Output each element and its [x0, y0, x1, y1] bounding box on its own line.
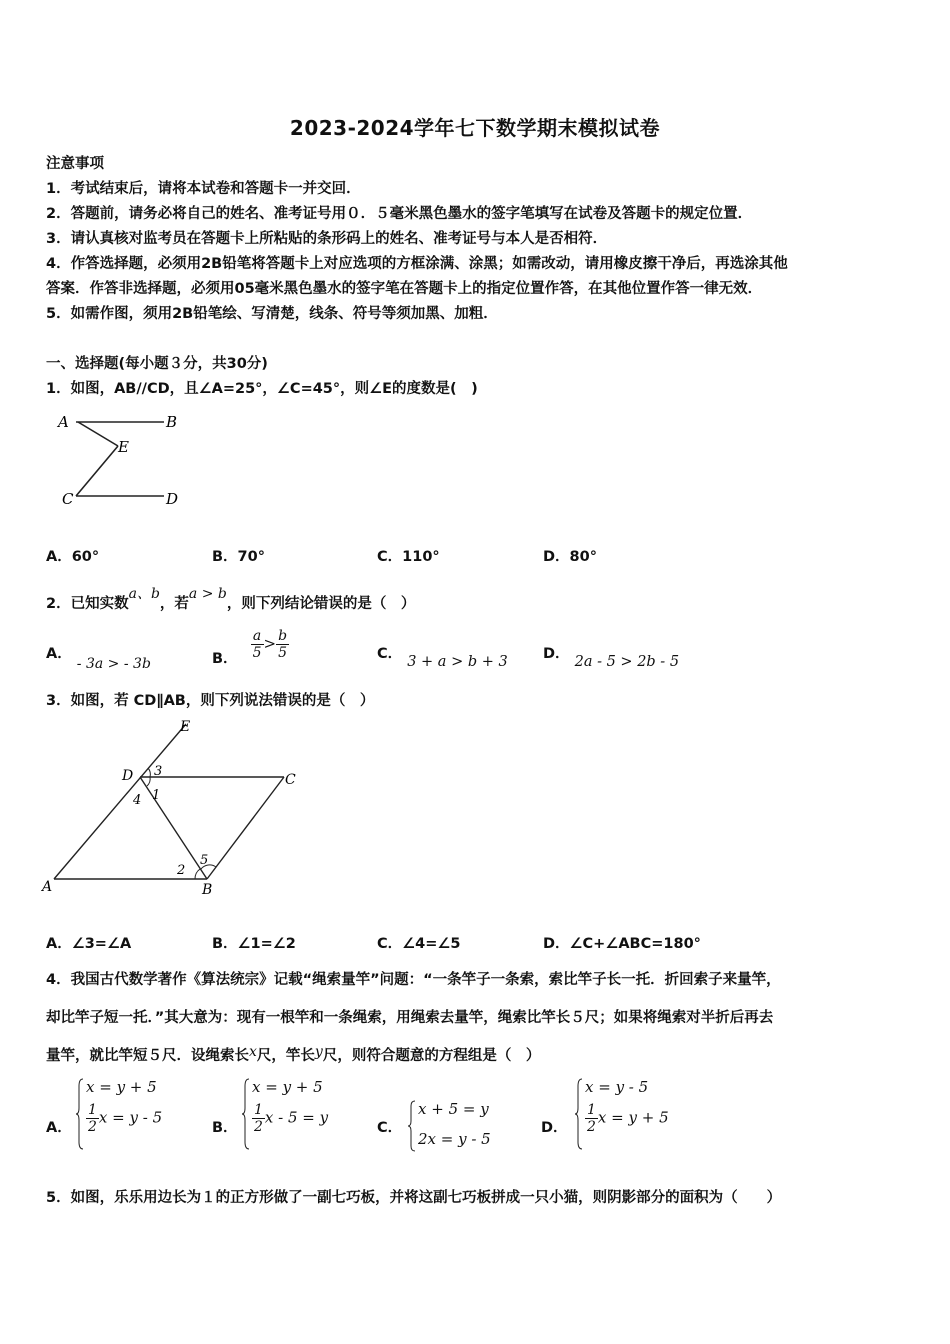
label-a: A [42, 879, 53, 895]
q2-option-b-frac-b [276, 628, 289, 661]
frac-denominator: 5 [278, 645, 288, 661]
q2-stem-post: ，则下列结论错误的是（ ） [226, 596, 416, 612]
q4-line-3-mid: 尺，竿长 [256, 1048, 315, 1064]
q2-option-d[interactable] [543, 642, 680, 670]
q2-condition: a > b [188, 586, 227, 602]
q2-option-b[interactable] [212, 628, 289, 667]
line-db [140, 777, 207, 879]
notice-heading: 注意事项 [46, 156, 104, 172]
q3-option-d[interactable]: D．∠C+∠ABC=180° [543, 936, 701, 952]
q3-option-a[interactable]: A．∠3=∠A [46, 936, 132, 952]
q2-option-b-frac-a [251, 628, 264, 661]
frac-numerator: 1 [587, 1102, 596, 1118]
label-5: 5 [200, 853, 209, 868]
notice-item-1: 1．考试结束后，请将本试卷和答题卡一并交回． [46, 181, 361, 197]
frac-half [252, 1102, 265, 1135]
q4-option-c-system[interactable] [408, 1100, 538, 1156]
eq-row-2 [585, 1102, 669, 1135]
q1-option-a[interactable]: A．60° [46, 549, 100, 565]
q5-stem: 5．如图，乐乐用边长为１的正方形做了一副七巧板，并将这副七巧板拼成一只小猫，则阴影部分的面积为（ ） [46, 1190, 782, 1206]
eq-tail: x - 5 = y [264, 1108, 329, 1127]
frac-denominator: 2 [254, 1119, 263, 1135]
q2-vars: a、b [128, 586, 160, 602]
frac-denominator: 2 [88, 1119, 97, 1135]
q4-line-3-post: 尺，则符合题意的方程组是（ ） [322, 1048, 541, 1064]
label-d: D [166, 490, 179, 508]
arc-2 [195, 869, 200, 879]
brace-icon [408, 1100, 416, 1152]
q4-option-d-label[interactable]: D． [541, 1120, 568, 1136]
q3-stem: 3．如图，若 CD∥AB，则下列说法错误的是（ ） [46, 693, 375, 709]
q3-option-c[interactable]: C．∠4=∠5 [377, 936, 461, 952]
line-cb [207, 777, 284, 879]
brace-icon [575, 1078, 583, 1150]
q2-option-c-label: C． [377, 646, 403, 662]
q4-option-b-label[interactable]: B． [212, 1120, 238, 1136]
q2-stem [46, 586, 416, 613]
q4-line-2: 却比竿子短一托．”其大意为：现有一根竿和一条绳索，用绳索去量竿，绳索比竿长５尺；如果将绳索对半折后再去 [46, 1010, 774, 1026]
label-b: B [166, 413, 178, 431]
q2-option-c[interactable] [377, 642, 508, 670]
q2-option-d-expr: 2a - 5 > 2b - 5 [574, 654, 680, 670]
notice-item-5: 5．如需作图，须用2B铅笔绘、写清楚，线条、符号等须加黑、加粗． [46, 306, 498, 322]
q1-option-b[interactable]: B．70° [212, 549, 265, 565]
q4-line-3 [46, 1044, 540, 1065]
q4-option-a-label[interactable]: A． [46, 1120, 72, 1136]
eq-row-2 [86, 1102, 162, 1135]
q2-option-a[interactable] [46, 642, 151, 672]
q4-option-c-label[interactable]: C． [377, 1120, 403, 1136]
arc-1 [147, 777, 150, 786]
eq-tail: x = y + 5 [597, 1108, 669, 1127]
q2-stem-mid: ，若 [159, 596, 189, 612]
q2-option-b-label: B． [212, 650, 238, 667]
q1-option-d[interactable]: D．80° [543, 549, 597, 565]
q1-stem: 1．如图，AB//CD，且∠A=25°，∠C=45°，则∠E的度数是( ) [46, 381, 478, 397]
eq-row-2: 2x = y - 5 [418, 1130, 491, 1148]
q2-option-d-label: D． [543, 646, 570, 662]
eq-tail: x = y - 5 [98, 1108, 163, 1127]
q4-line-3-pre: 量竿，就比竿短５尺．设绳索长 [46, 1048, 249, 1064]
section-heading: 一、选择题(每小题３分，共30分) [46, 356, 268, 372]
label-e: E [118, 438, 129, 456]
q2-option-b-op: > [263, 634, 277, 653]
frac-numerator: 1 [88, 1102, 97, 1118]
label-c: C [285, 772, 296, 788]
line-ec [76, 446, 118, 496]
line-ae [78, 422, 118, 446]
eq-row-1: x + 5 = y [418, 1100, 489, 1118]
frac-denominator: 2 [587, 1119, 596, 1135]
eq-row-1: x = y - 5 [585, 1078, 649, 1096]
label-b: B [202, 882, 213, 898]
q4-option-b-system[interactable] [242, 1078, 372, 1152]
eq-row-2 [252, 1102, 328, 1135]
label-1: 1 [152, 788, 161, 803]
q3-figure [40, 716, 310, 901]
q3-option-b[interactable]: B．∠1=∠2 [212, 936, 296, 952]
label-3: 3 [154, 764, 163, 779]
q4-option-d-system[interactable] [575, 1078, 705, 1152]
frac-half [86, 1102, 99, 1135]
eq-row-1: x = y + 5 [252, 1078, 323, 1096]
frac-denominator: 5 [252, 645, 262, 661]
q4-var-x: x [249, 1044, 257, 1060]
q4-line-1: 4．我国古代数学著作《算法统宗》记载“绳索量竿”问题：“一条竿子一条索，索比竿子长一托．折回索子来量竿， [46, 972, 781, 988]
q2-option-a-label: A． [46, 646, 72, 662]
label-2: 2 [177, 863, 186, 878]
page-title: 2023-2024学年七下数学期末模拟试卷 [289, 116, 661, 140]
notice-item-3: 3．请认真核对监考员在答题卡上所粘贴的条形码上的姓名、准考证号与本人是否相符． [46, 231, 608, 247]
label-e: E [180, 719, 191, 735]
q4-option-a-system[interactable] [76, 1078, 206, 1152]
frac-half [585, 1102, 598, 1135]
q2-stem-pre: 2．已知实数 [46, 596, 129, 612]
label-4: 4 [133, 793, 142, 808]
q4-var-y: y [314, 1044, 323, 1060]
q2-option-a-expr: - 3a > - 3b [76, 656, 151, 672]
q2-option-c-expr: 3 + a > b + 3 [407, 654, 508, 670]
frac-numerator: a [251, 628, 264, 645]
arc-3 [148, 768, 150, 777]
eq-row-1: x = y + 5 [86, 1078, 157, 1096]
frac-numerator: 1 [254, 1102, 263, 1118]
label-a: A [58, 413, 69, 431]
notice-item-4: 4．作答选择题，必须用2B铅笔将答题卡上对应选项的方框涂满、涂黑；如需改动，请用橡皮擦干净后，再选涂其他 [46, 256, 788, 272]
q1-option-c[interactable]: C．110° [377, 549, 440, 565]
label-d: D [122, 768, 134, 784]
label-c: C [62, 490, 74, 508]
line-ae [54, 724, 186, 879]
notice-item-2: 2．答题前，请务必将自己的姓名、准考证号用０．５毫米黑色墨水的签字笔填写在试卷及答题卡的规定位置． [46, 206, 753, 222]
brace-icon [242, 1078, 250, 1150]
notice-item-4-cont: 答案．作答非选择题，必须用05毫米黑色墨水的签字笔在答题卡上的指定位置作答，在其他位置作答一律无效． [46, 281, 763, 297]
brace-icon [76, 1078, 84, 1150]
frac-numerator: b [278, 628, 288, 644]
q1-figure [52, 408, 192, 510]
